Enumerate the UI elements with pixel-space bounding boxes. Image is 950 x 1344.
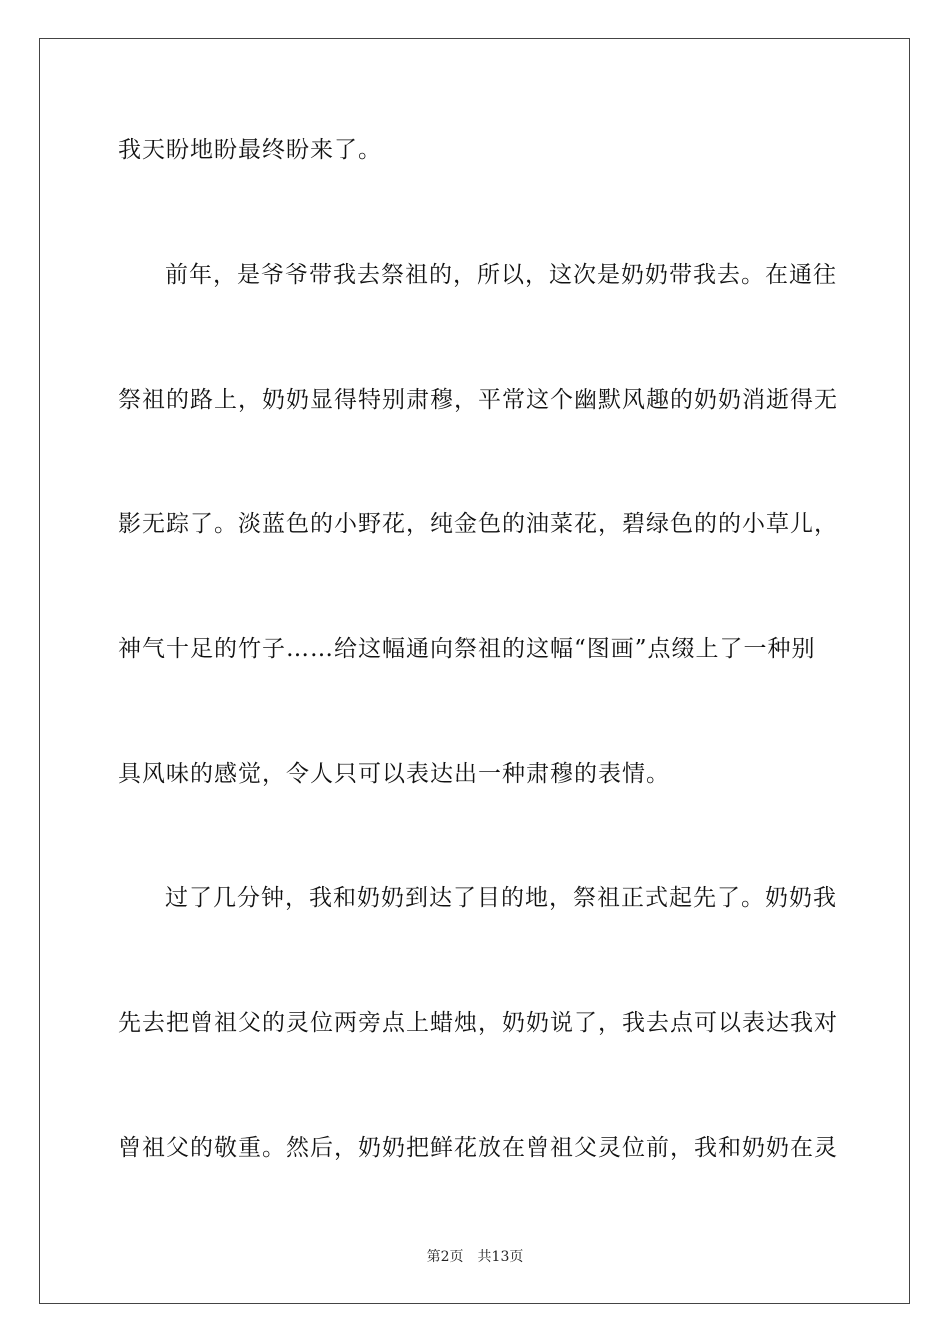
page-number: 第2页 xyxy=(426,1249,464,1265)
paragraph-2-line-2: 祭祖的路上，奶奶显得特别肃穆，平常这个幽默风趣的奶奶消逝得无 xyxy=(118,387,838,413)
paragraph-3-line-3: 曾祖父的敬重。然后，奶奶把鲜花放在曾祖父灵位前，我和奶奶在灵 xyxy=(118,1135,838,1161)
page-total: 共13页 xyxy=(477,1249,524,1265)
paragraph-2-line-4: 神气十足的竹子……给这幅通向祭祖的这幅“图画”点缀上了一种别 xyxy=(118,636,816,662)
text-line-1: 我天盼地盼最终盼来了。 xyxy=(118,137,382,163)
page-border xyxy=(39,38,910,1304)
paragraph-3-line-2: 先去把曾祖父的灵位两旁点上蜡烛，奶奶说了，我去点可以表达我对 xyxy=(118,1010,838,1036)
page-footer xyxy=(0,1248,950,1266)
paragraph-3-line-1: 过了几分钟，我和奶奶到达了目的地，祭祖正式起先了。奶奶我 xyxy=(165,885,837,911)
paragraph-2-line-1: 前年，是爷爷带我去祭祖的，所以，这次是奶奶带我去。在通往 xyxy=(165,262,837,288)
paragraph-2-line-3: 影无踪了。淡蓝色的小野花，纯金色的油菜花，碧绿色的的小草儿， xyxy=(118,511,838,537)
paragraph-2-line-5: 具风味的感觉，令人只可以表达出一种肃穆的表情。 xyxy=(118,761,670,787)
